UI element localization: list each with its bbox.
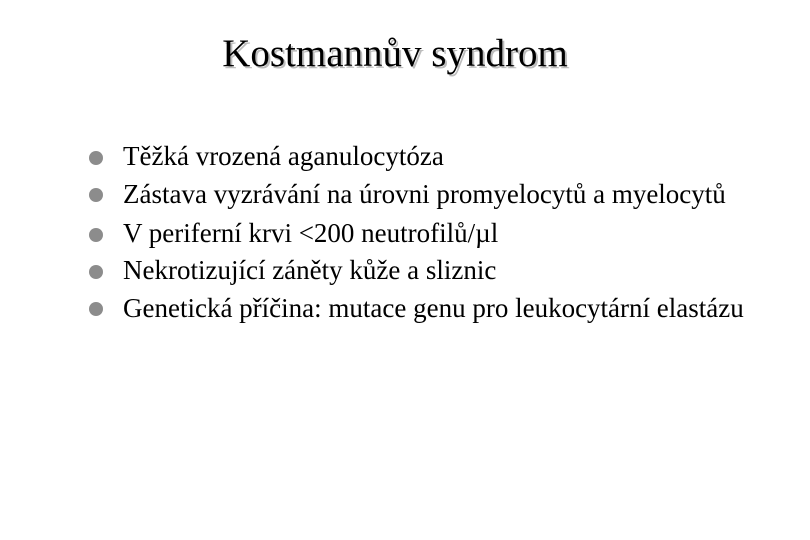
list-item-text: Genetická příčina: mutace genu pro leukocytární elastázu [123, 293, 744, 323]
list-item [86, 173, 776, 213]
list-item [86, 287, 776, 327]
bullet-list [86, 136, 776, 327]
bullet-dot-icon [89, 188, 103, 202]
list-item-text: Zástava vyzrávání na úrovni promyelocytů a myelocytů [123, 179, 726, 209]
page-title: Kostmannův syndrom [222, 32, 568, 75]
bullet-dot-icon [89, 228, 103, 242]
bullet-dot-icon [89, 151, 103, 165]
list-item [86, 213, 776, 250]
list-item [86, 250, 776, 287]
list-item-text: Těžká vrozená aganulocytóza [123, 141, 444, 171]
list-item [86, 136, 776, 173]
bullet-dot-icon [89, 302, 103, 316]
list-item-text: V periferní krvi <200 neutrofilů/µl [123, 218, 499, 248]
bullet-dot-icon [89, 265, 103, 279]
list-item-text: Nekrotizující záněty kůže a sliznic [123, 255, 497, 285]
